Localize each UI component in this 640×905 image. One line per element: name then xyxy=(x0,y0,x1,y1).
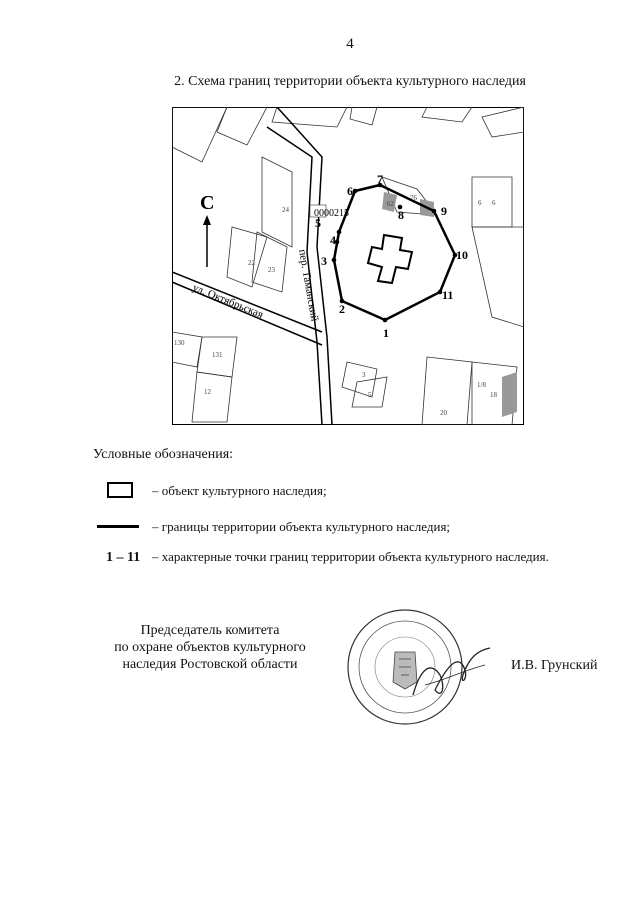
parcel-code: 0000215 xyxy=(314,208,349,219)
point-label-4: 4 xyxy=(330,233,336,247)
lot-number: 5 xyxy=(368,391,372,399)
position-line: Председатель комитета xyxy=(140,623,280,638)
lot-number: 23 xyxy=(268,266,275,274)
lot-number: 76 xyxy=(410,194,417,202)
signatory-name: И.В. Грунский xyxy=(511,658,598,673)
point-label-3: 3 xyxy=(321,254,327,268)
point-label-7: 7 xyxy=(377,172,383,186)
legend-boundary-text: – границы территории объекта культурного наследия; xyxy=(152,519,451,534)
lot-number: 20 xyxy=(440,409,447,417)
north-label: С xyxy=(200,192,215,214)
street-label-tamansky: пер. Таманский xyxy=(296,248,321,323)
handwritten-signature xyxy=(405,640,495,710)
page-number: 4 xyxy=(346,36,354,52)
position-line: наследия Ростовской области xyxy=(122,657,298,672)
point-label-6: 6 xyxy=(347,184,353,198)
legend-boundary-symbol xyxy=(97,525,139,528)
point-label-11: 11 xyxy=(442,288,454,302)
legend-object-text: – объект культурного наследия; xyxy=(152,483,327,498)
lot-number: 24 xyxy=(282,206,289,214)
legend-points-range: 1 – 11 xyxy=(106,550,141,565)
lot-number: 130 xyxy=(174,339,185,347)
lot-number: 3 xyxy=(362,371,366,379)
lot-number: 6 xyxy=(492,199,496,207)
point-label-2: 2 xyxy=(339,302,345,316)
point-label-8: 8 xyxy=(398,208,404,222)
point-label-1: 1 xyxy=(383,326,389,340)
lot-number: 12 xyxy=(204,388,211,396)
lot-number: 18 xyxy=(490,391,497,399)
legend-points-text: – характерные точки границ территории объекта культурного наследия. xyxy=(152,549,549,564)
legend-heading: Условные обозначения: xyxy=(93,447,234,462)
lot-number: 62 xyxy=(387,200,394,208)
street-label-oktyabrskaya: ул. Октябрьская xyxy=(190,281,265,321)
lot-number: 22 xyxy=(248,259,255,267)
page-title: 2. Схема границ территории объекта культурного наследия xyxy=(174,74,526,89)
position-line: по охране объектов культурного xyxy=(114,640,306,655)
signatory-position xyxy=(100,622,320,673)
point-label-5: 5 xyxy=(315,216,321,230)
lot-number: 6 xyxy=(478,199,482,207)
lot-number: 131 xyxy=(212,351,223,359)
boundary-map xyxy=(172,107,524,425)
point-label-10: 10 xyxy=(456,248,468,262)
lot-number: 1/8 xyxy=(477,381,486,389)
point-label-9: 9 xyxy=(441,204,447,218)
legend-object-symbol xyxy=(107,482,133,498)
